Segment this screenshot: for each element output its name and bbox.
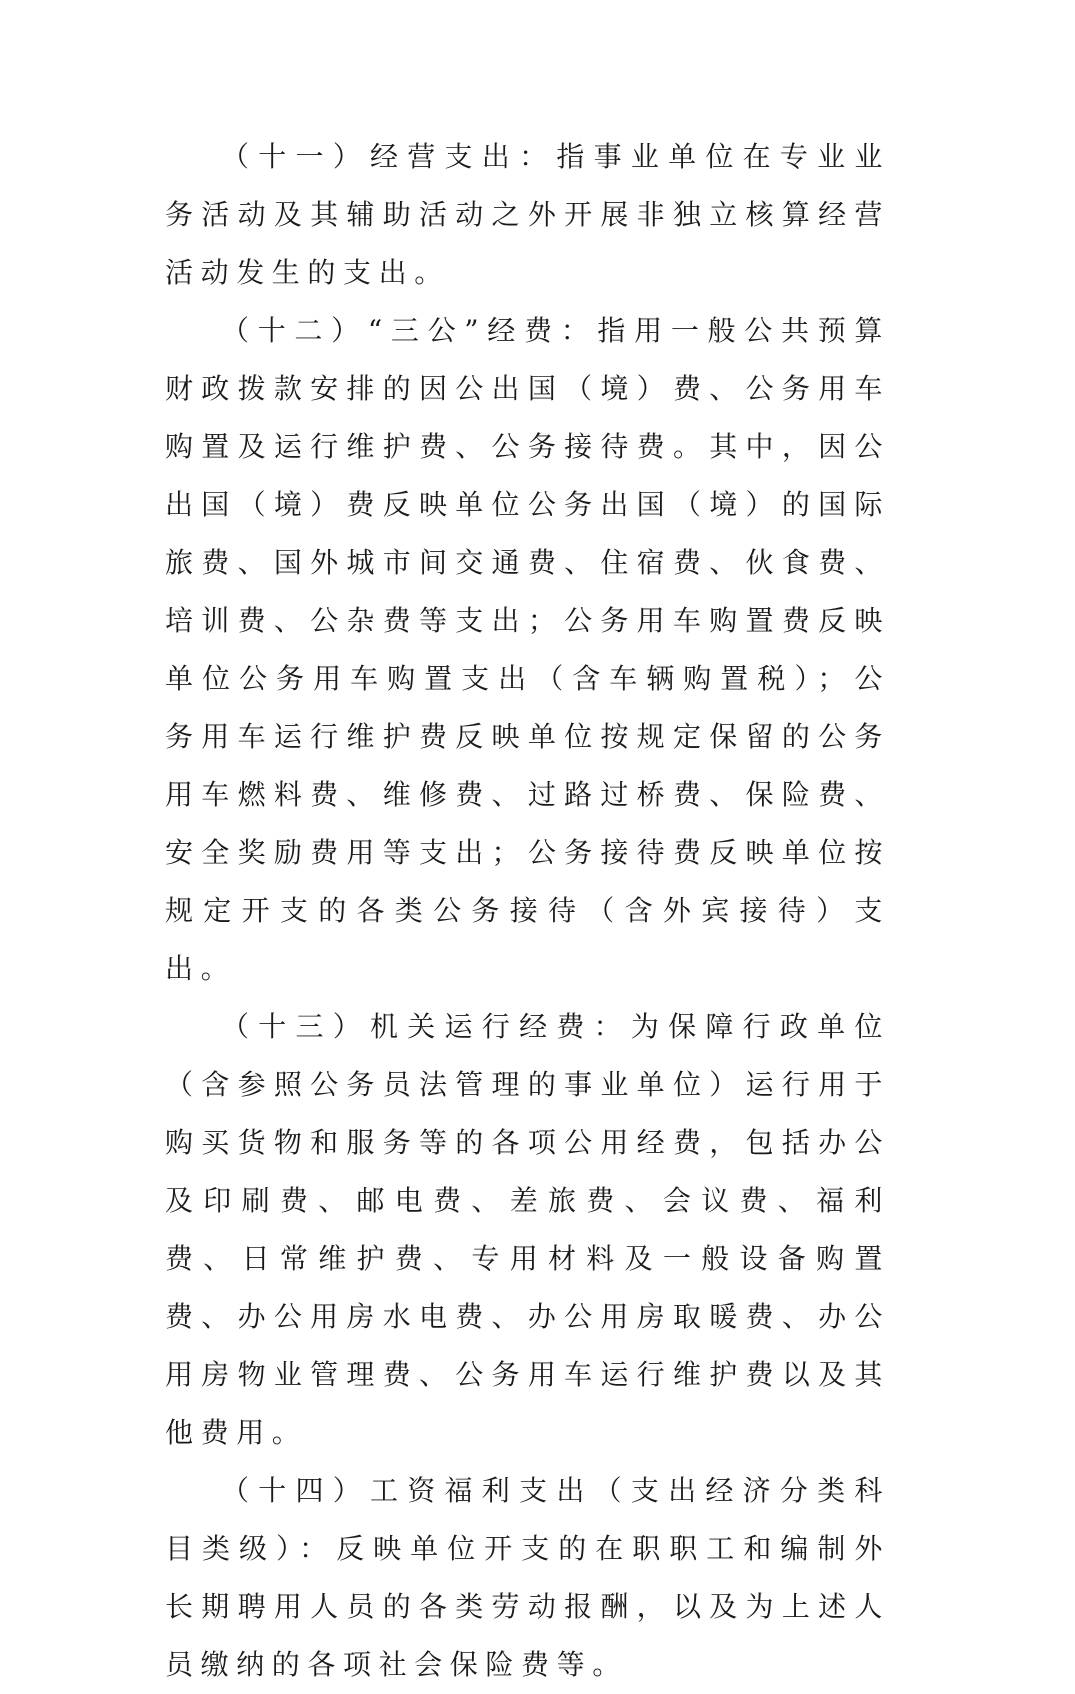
- document-body: [165, 128, 890, 1694]
- paragraph-salary-welfare-expenses: （十四）工资福利支出（支出经济分类科目类级）：反映单位开支的在职职工和编制外长期聘用人员的各类劳动报酬，以及为上述人员缴纳的各项社会保险费等。: [165, 1474, 890, 1681]
- paragraph-operating-expenses: （十一）经营支出：指事业单位在专业业务活动及其辅助活动之外开展非独立核算经营活动发生的支出。: [165, 140, 890, 289]
- paragraph-three-public-expenses: （十二）“三公”经费：指用一般公共预算财政拨款安排的因公出国（境）费、公务用车购置及运行维护费、公务接待费。其中，因公出国（境）费反映单位公务出国（境）的国际旅费、国外城市间交通费、住宿费、伙食费、培训费、公杂费等支出；公务用车购置费反映单位公务用车购置支出（含车辆购置税）；公务用车运行维护费反映单位按规定保留的公务用车燃料费、维修费、过路过桥费、保险费、安全奖励费用等支出；公务接待费反映单位按规定开支的各类公务接待（含外宾接待）支出。: [165, 314, 890, 985]
- paragraph-agency-operating-funds: （十三）机关运行经费：为保障行政单位（含参照公务员法管理的事业单位）运行用于购买货物和服务等的各项公用经费，包括办公及印刷费、邮电费、差旅费、会议费、福利费、日常维护费、专用材料及一般设备购置费、办公用房水电费、办公用房取暖费、办公用房物业管理费、公务用车运行维护费以及其他费用。: [165, 1010, 890, 1449]
